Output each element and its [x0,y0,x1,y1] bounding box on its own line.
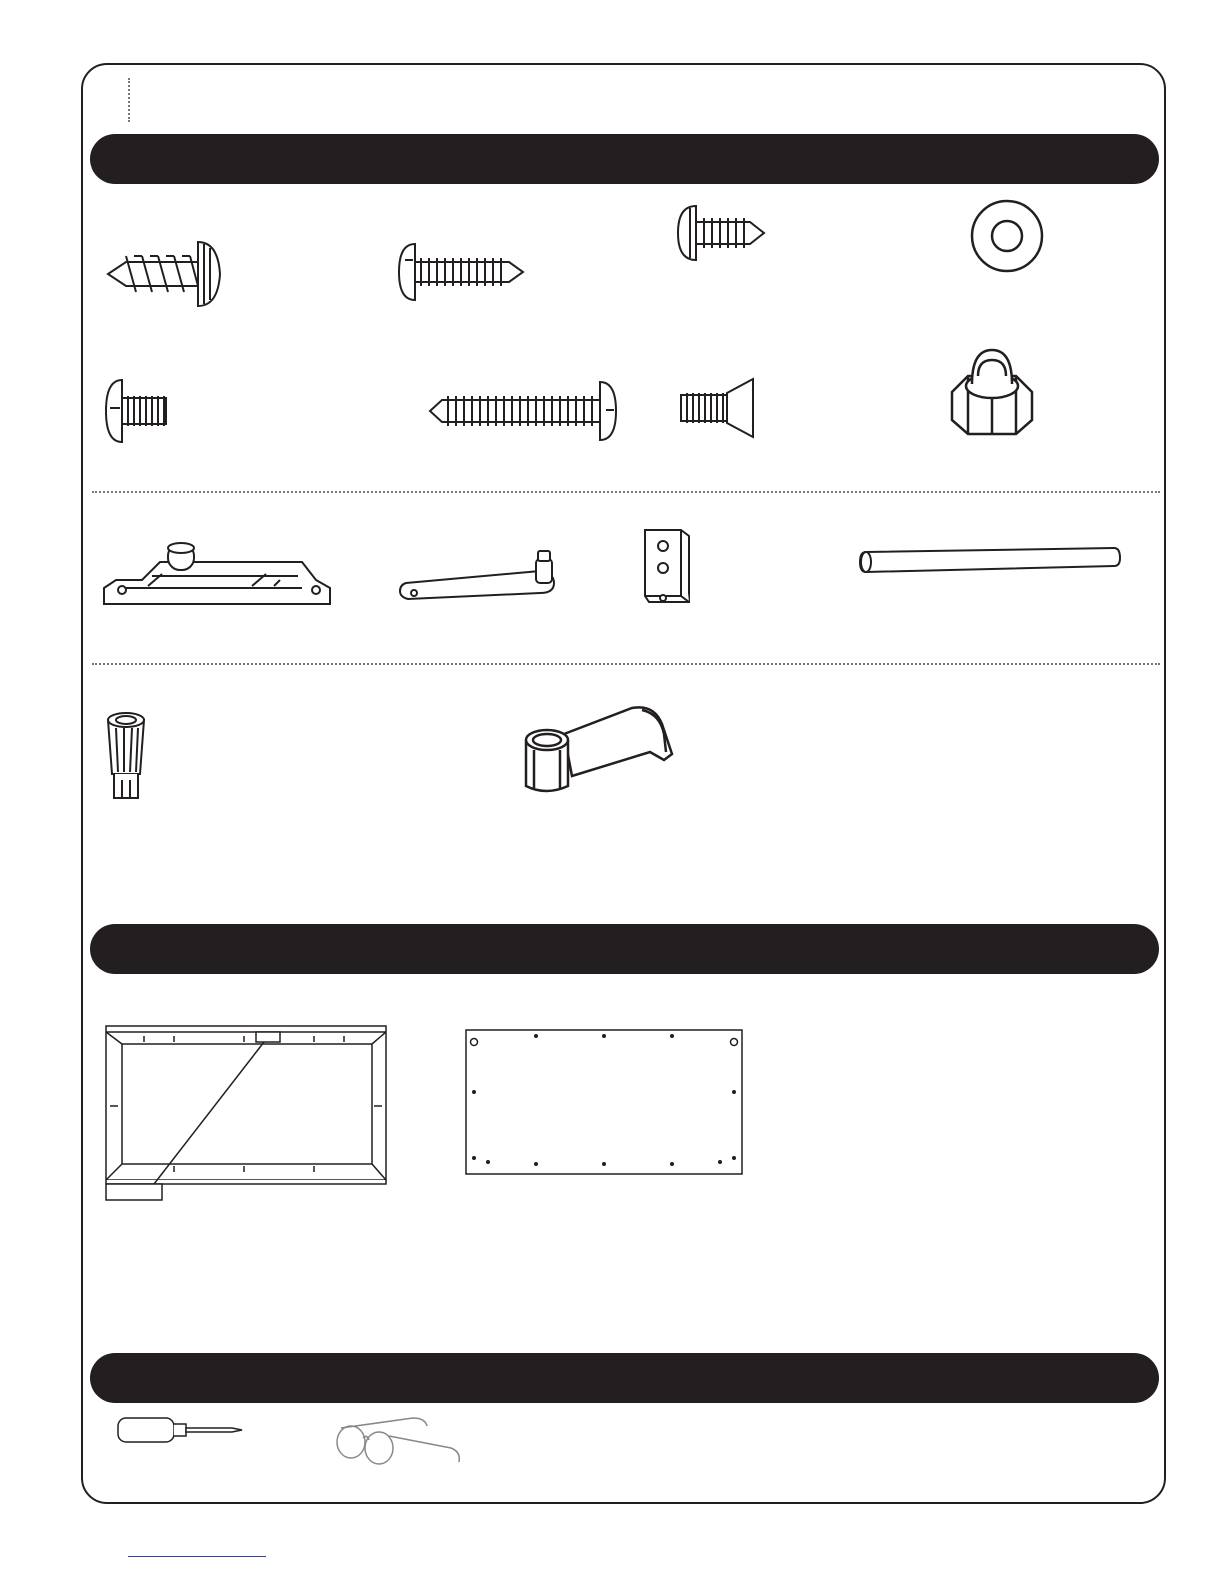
crank-handle-icon [524,704,674,796]
threaded-insert-icon [104,710,148,802]
flat-head-bolt-icon [679,377,757,439]
wide-thread-screw-icon [106,238,222,310]
flat-washer-icon [970,199,1044,273]
window-frame-icon [104,1022,390,1204]
panel-icon [464,1028,744,1176]
long-pan-head-screw-icon [428,380,618,442]
pan-head-screw-icon [397,242,525,302]
frame-label-box [106,1184,162,1200]
tools-section-bar [90,1353,1159,1403]
short-tapping-screw-icon [676,204,768,262]
parts-section-bar [90,924,1159,974]
dotted-divider-2 [92,663,1160,665]
steel-rod-icon [858,544,1122,576]
angle-bracket-icon [641,526,693,606]
slide-bracket-icon [102,540,332,606]
hardware-section-bar [90,134,1159,184]
dotted-divider-vertical [128,78,130,122]
crank-arm-icon [398,549,564,601]
dotted-divider-1 [92,491,1160,493]
footer-link-underline[interactable] [128,1556,266,1557]
acorn-nut-icon [948,346,1036,438]
safety-glasses-icon [333,1414,463,1466]
truss-head-bolt-icon [104,378,170,444]
screwdriver-icon [116,1416,244,1444]
